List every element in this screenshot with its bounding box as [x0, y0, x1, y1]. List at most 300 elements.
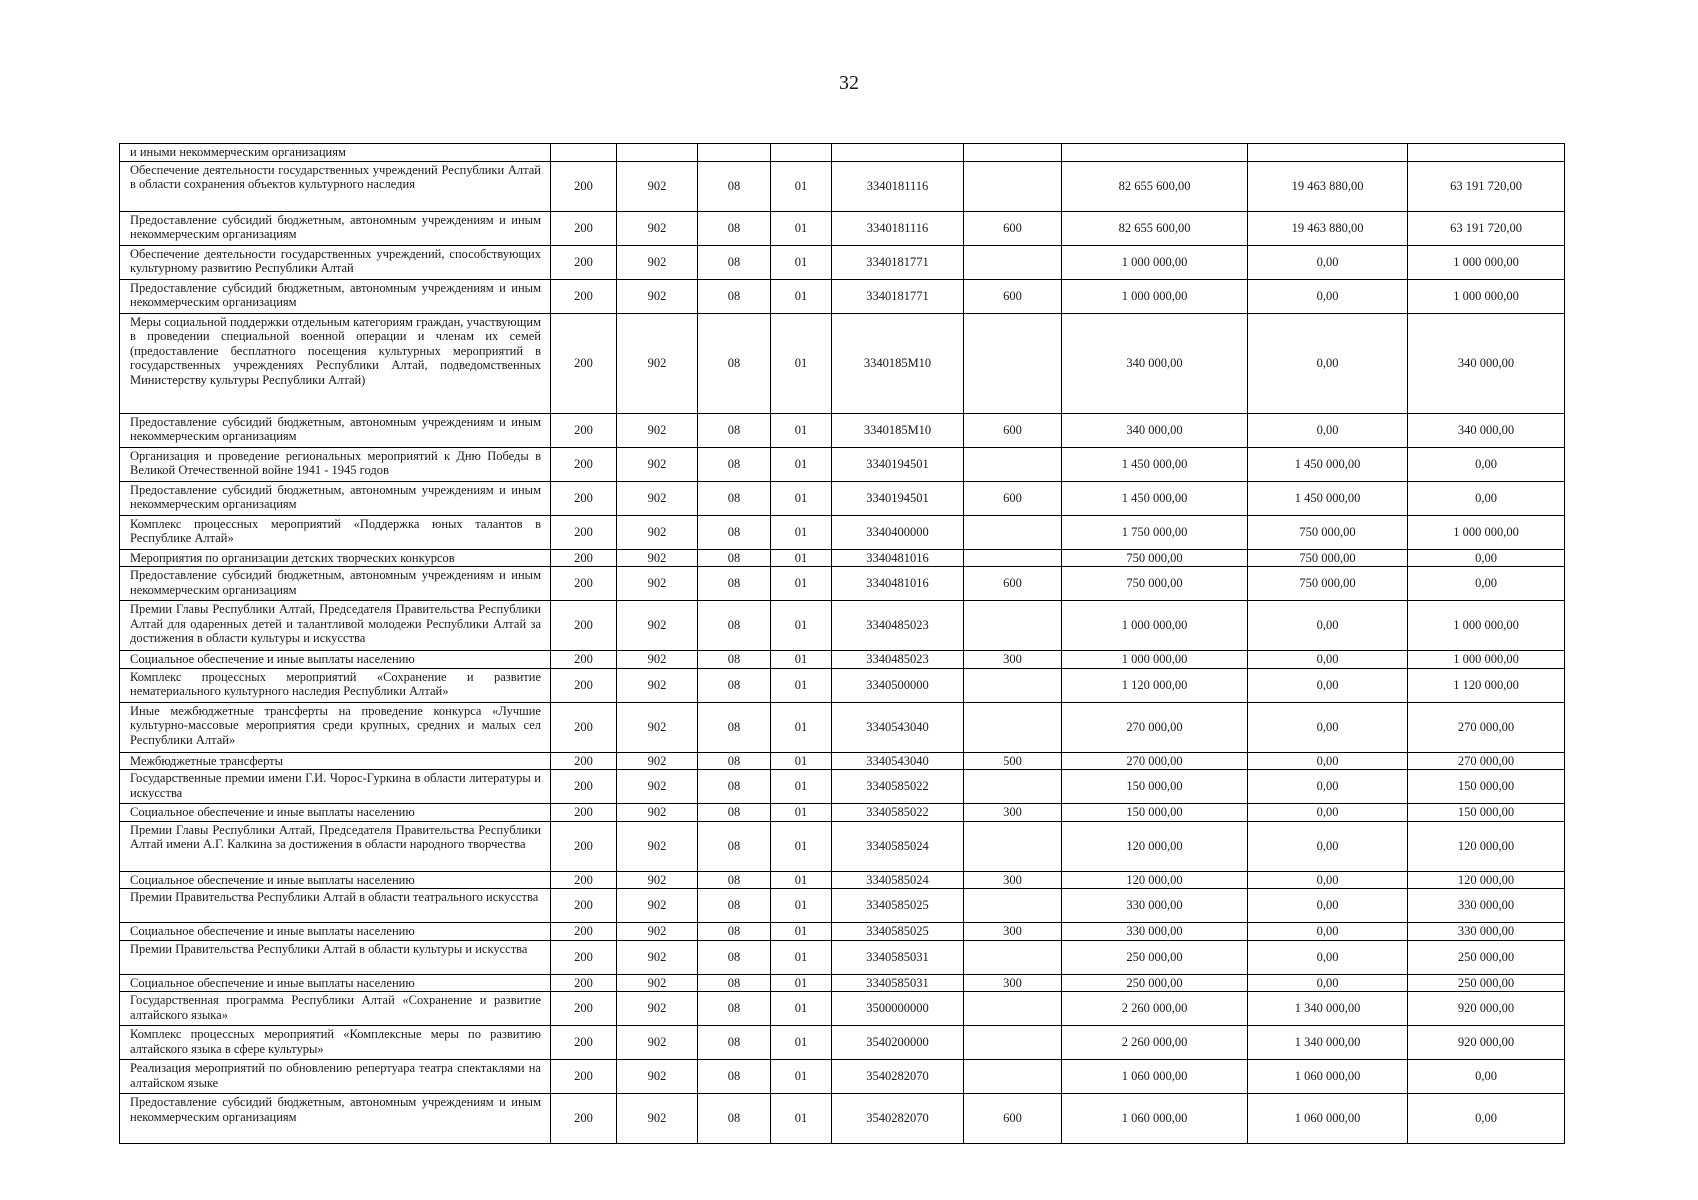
federal-amount-cell: 1 060 000,00 [1248, 1094, 1408, 1144]
expense-type-cell: 300 [964, 923, 1062, 941]
expense-type-cell [964, 245, 1062, 279]
expense-type-cell [964, 144, 1062, 162]
description-cell: Предоставление субсидий бюджетным, автономным учреждениям и иным некоммерческим организациям [120, 481, 551, 515]
subdivision-code-cell: 01 [771, 889, 832, 923]
target-article-cell: 3340181116 [832, 161, 964, 211]
regional-amount-cell [1408, 144, 1565, 162]
subdivision-code-cell: 01 [771, 567, 832, 601]
target-article-cell: 3340543040 [832, 752, 964, 770]
total-amount-cell: 270 000,00 [1062, 702, 1248, 752]
total-amount-cell: 340 000,00 [1062, 313, 1248, 413]
expense-type-cell [964, 549, 1062, 567]
table-row [120, 1026, 1565, 1060]
section-code-cell: 200 [551, 974, 617, 992]
section-code-cell: 200 [551, 651, 617, 669]
ministry-code-cell: 902 [617, 871, 698, 889]
division-code-cell: 08 [698, 940, 771, 974]
expense-type-cell [964, 313, 1062, 413]
federal-amount-cell: 0,00 [1248, 940, 1408, 974]
table-row [120, 668, 1565, 702]
target-article-cell: 3340485023 [832, 651, 964, 669]
target-article-cell: 3340585025 [832, 923, 964, 941]
ministry-code-cell: 902 [617, 804, 698, 822]
table-row [120, 245, 1565, 279]
federal-amount-cell: 0,00 [1248, 702, 1408, 752]
expense-type-cell: 600 [964, 567, 1062, 601]
target-article-cell: 3340585031 [832, 940, 964, 974]
ministry-code-cell: 902 [617, 889, 698, 923]
expense-type-cell [964, 992, 1062, 1026]
ministry-code-cell: 902 [617, 211, 698, 245]
description-cell: Комплекс процессных мероприятий «Комплексные меры по развитию алтайского языка в сфере культуры» [120, 1026, 551, 1060]
total-amount-cell: 1 060 000,00 [1062, 1094, 1248, 1144]
regional-amount-cell: 1 000 000,00 [1408, 279, 1565, 313]
section-code-cell: 200 [551, 211, 617, 245]
target-article-cell: 3540282070 [832, 1060, 964, 1094]
subdivision-code-cell: 01 [771, 161, 832, 211]
expense-type-cell [964, 161, 1062, 211]
expense-type-cell [964, 821, 1062, 871]
description-cell: Предоставление субсидий бюджетным, автономным учреждениям и иным некоммерческим организациям [120, 567, 551, 601]
target-article-cell: 3340585022 [832, 804, 964, 822]
division-code-cell: 08 [698, 1094, 771, 1144]
total-amount-cell: 330 000,00 [1062, 889, 1248, 923]
total-amount-cell: 1 060 000,00 [1062, 1060, 1248, 1094]
section-code-cell: 200 [551, 752, 617, 770]
target-article-cell: 3340194501 [832, 481, 964, 515]
federal-amount-cell: 0,00 [1248, 651, 1408, 669]
regional-amount-cell: 150 000,00 [1408, 770, 1565, 804]
ministry-code-cell: 902 [617, 549, 698, 567]
description-cell: Комплекс процессных мероприятий «Сохранение и развитие нематериального культурного наследия Республики Алтай» [120, 668, 551, 702]
table-row [120, 871, 1565, 889]
federal-amount-cell: 750 000,00 [1248, 567, 1408, 601]
subdivision-code-cell: 01 [771, 702, 832, 752]
total-amount-cell: 1 000 000,00 [1062, 279, 1248, 313]
division-code-cell: 08 [698, 804, 771, 822]
table-row [120, 1094, 1565, 1144]
subdivision-code-cell: 01 [771, 821, 832, 871]
expense-type-cell: 300 [964, 651, 1062, 669]
target-article-cell: 3340181116 [832, 211, 964, 245]
description-cell: Социальное обеспечение и иные выплаты населению [120, 804, 551, 822]
division-code-cell: 08 [698, 668, 771, 702]
ministry-code-cell: 902 [617, 1026, 698, 1060]
description-cell: Предоставление субсидий бюджетным, автономным учреждениям и иным некоммерческим организациям [120, 279, 551, 313]
section-code-cell [551, 144, 617, 162]
subdivision-code-cell: 01 [771, 770, 832, 804]
table-row [120, 651, 1565, 669]
ministry-code-cell: 902 [617, 245, 698, 279]
division-code-cell: 08 [698, 161, 771, 211]
total-amount-cell: 1 120 000,00 [1062, 668, 1248, 702]
description-cell: Государственная программа Республики Алтай «Сохранение и развитие алтайского языка» [120, 992, 551, 1026]
target-article-cell: 3540200000 [832, 1026, 964, 1060]
total-amount-cell: 1 450 000,00 [1062, 481, 1248, 515]
ministry-code-cell [617, 144, 698, 162]
division-code-cell: 08 [698, 974, 771, 992]
table-row [120, 889, 1565, 923]
description-cell: Предоставление субсидий бюджетным, автономным учреждениям и иным некоммерческим организациям [120, 413, 551, 447]
total-amount-cell: 340 000,00 [1062, 413, 1248, 447]
target-article-cell [832, 144, 964, 162]
total-amount-cell: 250 000,00 [1062, 974, 1248, 992]
section-code-cell: 200 [551, 1094, 617, 1144]
expense-type-cell [964, 668, 1062, 702]
federal-amount-cell: 1 450 000,00 [1248, 481, 1408, 515]
target-article-cell: 3340481016 [832, 549, 964, 567]
description-cell: Реализация мероприятий по обновлению репертуара театра спектаклями на алтайском языке [120, 1060, 551, 1094]
expense-type-cell: 300 [964, 804, 1062, 822]
ministry-code-cell: 902 [617, 481, 698, 515]
division-code-cell: 08 [698, 752, 771, 770]
expense-type-cell: 600 [964, 211, 1062, 245]
expense-type-cell [964, 601, 1062, 651]
table-row [120, 940, 1565, 974]
total-amount-cell: 750 000,00 [1062, 567, 1248, 601]
total-amount-cell: 82 655 600,00 [1062, 161, 1248, 211]
subdivision-code-cell: 01 [771, 313, 832, 413]
regional-amount-cell: 250 000,00 [1408, 940, 1565, 974]
description-cell: Иные межбюджетные трансферты на проведение конкурса «Лучшие культурно-массовые мероприятия среди крупных, средних и малых сел Республики Алтай» [120, 702, 551, 752]
target-article-cell: 3340181771 [832, 279, 964, 313]
division-code-cell: 08 [698, 871, 771, 889]
ministry-code-cell: 902 [617, 992, 698, 1026]
description-cell: Премии Главы Республики Алтай, Председателя Правительства Республики Алтай для одаренных детей и талантливой молодежи Республики Алтай за достижения в области культуры и искусства [120, 601, 551, 651]
subdivision-code-cell: 01 [771, 871, 832, 889]
regional-amount-cell: 0,00 [1408, 567, 1565, 601]
ministry-code-cell: 902 [617, 413, 698, 447]
section-code-cell: 200 [551, 515, 617, 549]
subdivision-code-cell: 01 [771, 923, 832, 941]
federal-amount-cell: 0,00 [1248, 974, 1408, 992]
regional-amount-cell: 340 000,00 [1408, 413, 1565, 447]
description-cell: Социальное обеспечение и иные выплаты населению [120, 974, 551, 992]
regional-amount-cell: 63 191 720,00 [1408, 211, 1565, 245]
section-code-cell: 200 [551, 940, 617, 974]
target-article-cell: 3340481016 [832, 567, 964, 601]
description-cell: Меры социальной поддержки отдельным категориям граждан, участвующим в проведении специальной военной операции и членам их семей (предоставление бесплатного посещения культурных мероприятий в государственных учреждениях Республики Алтай, подведомственных Министерству культуры Республики Алтай) [120, 313, 551, 413]
ministry-code-cell: 902 [617, 1060, 698, 1094]
subdivision-code-cell: 01 [771, 279, 832, 313]
description-cell: Предоставление субсидий бюджетным, автономным учреждениям и иным некоммерческим организациям [120, 211, 551, 245]
total-amount-cell: 750 000,00 [1062, 549, 1248, 567]
division-code-cell: 08 [698, 515, 771, 549]
expense-type-cell [964, 940, 1062, 974]
expense-type-cell: 500 [964, 752, 1062, 770]
target-article-cell: 3340485023 [832, 601, 964, 651]
section-code-cell: 200 [551, 821, 617, 871]
federal-amount-cell: 0,00 [1248, 923, 1408, 941]
division-code-cell: 08 [698, 1060, 771, 1094]
regional-amount-cell: 340 000,00 [1408, 313, 1565, 413]
regional-amount-cell: 0,00 [1408, 549, 1565, 567]
federal-amount-cell: 0,00 [1248, 804, 1408, 822]
expense-type-cell [964, 702, 1062, 752]
division-code-cell: 08 [698, 481, 771, 515]
target-article-cell: 3340585022 [832, 770, 964, 804]
table-row [120, 752, 1565, 770]
regional-amount-cell: 1 000 000,00 [1408, 245, 1565, 279]
expense-type-cell: 300 [964, 974, 1062, 992]
target-article-cell: 3540282070 [832, 1094, 964, 1144]
target-article-cell: 3340585024 [832, 871, 964, 889]
total-amount-cell: 150 000,00 [1062, 804, 1248, 822]
division-code-cell: 08 [698, 992, 771, 1026]
regional-amount-cell: 0,00 [1408, 1094, 1565, 1144]
regional-amount-cell: 250 000,00 [1408, 974, 1565, 992]
federal-amount-cell: 0,00 [1248, 889, 1408, 923]
target-article-cell: 3500000000 [832, 992, 964, 1026]
subdivision-code-cell: 01 [771, 1026, 832, 1060]
subdivision-code-cell: 01 [771, 515, 832, 549]
division-code-cell: 08 [698, 889, 771, 923]
regional-amount-cell: 920 000,00 [1408, 992, 1565, 1026]
division-code-cell: 08 [698, 702, 771, 752]
regional-amount-cell: 120 000,00 [1408, 871, 1565, 889]
subdivision-code-cell: 01 [771, 245, 832, 279]
total-amount-cell: 1 450 000,00 [1062, 447, 1248, 481]
subdivision-code-cell: 01 [771, 974, 832, 992]
total-amount-cell: 2 260 000,00 [1062, 992, 1248, 1026]
description-cell: Государственные премии имени Г.И. Чорос-Гуркина в области литературы и искусства [120, 770, 551, 804]
table-row [120, 211, 1565, 245]
federal-amount-cell: 0,00 [1248, 871, 1408, 889]
federal-amount-cell: 0,00 [1248, 279, 1408, 313]
description-cell: Обеспечение деятельности государственных учреждений, способствующих культурному развитию Республики Алтай [120, 245, 551, 279]
regional-amount-cell: 63 191 720,00 [1408, 161, 1565, 211]
description-cell: Комплекс процессных мероприятий «Поддержка юных талантов в Республике Алтай» [120, 515, 551, 549]
regional-amount-cell: 330 000,00 [1408, 889, 1565, 923]
federal-amount-cell: 0,00 [1248, 413, 1408, 447]
section-code-cell: 200 [551, 313, 617, 413]
ministry-code-cell: 902 [617, 923, 698, 941]
table-row [120, 481, 1565, 515]
section-code-cell: 200 [551, 447, 617, 481]
federal-amount-cell: 0,00 [1248, 245, 1408, 279]
section-code-cell: 200 [551, 245, 617, 279]
section-code-cell: 200 [551, 481, 617, 515]
target-article-cell: 3340500000 [832, 668, 964, 702]
section-code-cell: 200 [551, 770, 617, 804]
page-number: 32 [839, 72, 859, 94]
federal-amount-cell: 0,00 [1248, 313, 1408, 413]
ministry-code-cell: 902 [617, 974, 698, 992]
regional-amount-cell: 0,00 [1408, 1060, 1565, 1094]
regional-amount-cell: 1 000 000,00 [1408, 515, 1565, 549]
table-row [120, 702, 1565, 752]
expense-type-cell [964, 515, 1062, 549]
description-cell: и иными некоммерческим организациям [120, 144, 551, 162]
table-row [120, 601, 1565, 651]
regional-amount-cell: 1 120 000,00 [1408, 668, 1565, 702]
section-code-cell: 200 [551, 279, 617, 313]
federal-amount-cell: 19 463 880,00 [1248, 161, 1408, 211]
regional-amount-cell: 920 000,00 [1408, 1026, 1565, 1060]
expense-type-cell [964, 770, 1062, 804]
division-code-cell: 08 [698, 245, 771, 279]
total-amount-cell: 120 000,00 [1062, 871, 1248, 889]
federal-amount-cell: 0,00 [1248, 770, 1408, 804]
budget-table [119, 143, 1565, 1144]
regional-amount-cell: 1 000 000,00 [1408, 651, 1565, 669]
ministry-code-cell: 902 [617, 1094, 698, 1144]
division-code-cell: 08 [698, 821, 771, 871]
ministry-code-cell: 902 [617, 651, 698, 669]
table-row [120, 567, 1565, 601]
target-article-cell: 3340585024 [832, 821, 964, 871]
subdivision-code-cell: 01 [771, 940, 832, 974]
total-amount-cell: 82 655 600,00 [1062, 211, 1248, 245]
section-code-cell: 200 [551, 1026, 617, 1060]
description-cell: Социальное обеспечение и иные выплаты населению [120, 651, 551, 669]
federal-amount-cell: 0,00 [1248, 821, 1408, 871]
section-code-cell: 200 [551, 992, 617, 1026]
target-article-cell: 3340185М10 [832, 313, 964, 413]
total-amount-cell [1062, 144, 1248, 162]
description-cell: Межбюджетные трансферты [120, 752, 551, 770]
expense-type-cell: 600 [964, 481, 1062, 515]
table-row [120, 992, 1565, 1026]
total-amount-cell: 150 000,00 [1062, 770, 1248, 804]
federal-amount-cell: 0,00 [1248, 668, 1408, 702]
description-cell: Обеспечение деятельности государственных учреждений Республики Алтай в области сохранения объектов культурного наследия [120, 161, 551, 211]
federal-amount-cell: 1 450 000,00 [1248, 447, 1408, 481]
section-code-cell: 200 [551, 567, 617, 601]
ministry-code-cell: 902 [617, 770, 698, 804]
ministry-code-cell: 902 [617, 668, 698, 702]
subdivision-code-cell: 01 [771, 668, 832, 702]
total-amount-cell: 120 000,00 [1062, 821, 1248, 871]
section-code-cell: 200 [551, 1060, 617, 1094]
section-code-cell: 200 [551, 413, 617, 447]
regional-amount-cell: 0,00 [1408, 447, 1565, 481]
expense-type-cell: 600 [964, 279, 1062, 313]
table-row [120, 974, 1565, 992]
ministry-code-cell: 902 [617, 821, 698, 871]
description-cell: Организация и проведение региональных мероприятий к Дню Победы в Великой Отечественной войне 1941 - 1945 годов [120, 447, 551, 481]
division-code-cell: 08 [698, 279, 771, 313]
total-amount-cell: 270 000,00 [1062, 752, 1248, 770]
division-code-cell: 08 [698, 770, 771, 804]
section-code-cell: 200 [551, 889, 617, 923]
regional-amount-cell: 1 000 000,00 [1408, 601, 1565, 651]
federal-amount-cell: 1 060 000,00 [1248, 1060, 1408, 1094]
description-cell: Премии Правительства Республики Алтай в области культуры и искусства [120, 940, 551, 974]
section-code-cell: 200 [551, 923, 617, 941]
table-row [120, 279, 1565, 313]
expense-type-cell [964, 889, 1062, 923]
table-row [120, 447, 1565, 481]
federal-amount-cell [1248, 144, 1408, 162]
ministry-code-cell: 902 [617, 601, 698, 651]
subdivision-code-cell: 01 [771, 211, 832, 245]
description-cell: Премии Главы Республики Алтай, Председателя Правительства Республики Алтай имени А.Г. Калкина за достижения в области народного творчества [120, 821, 551, 871]
table-row [120, 515, 1565, 549]
ministry-code-cell: 902 [617, 279, 698, 313]
table-row [120, 549, 1565, 567]
target-article-cell: 3340543040 [832, 702, 964, 752]
description-cell: Предоставление субсидий бюджетным, автономным учреждениям и иным некоммерческим организациям [120, 1094, 551, 1144]
target-article-cell: 3340585031 [832, 974, 964, 992]
federal-amount-cell: 1 340 000,00 [1248, 1026, 1408, 1060]
table-row [120, 144, 1565, 162]
subdivision-code-cell: 01 [771, 804, 832, 822]
total-amount-cell: 2 260 000,00 [1062, 1026, 1248, 1060]
federal-amount-cell: 750 000,00 [1248, 515, 1408, 549]
description-cell: Социальное обеспечение и иные выплаты населению [120, 871, 551, 889]
division-code-cell: 08 [698, 923, 771, 941]
target-article-cell: 3340585025 [832, 889, 964, 923]
subdivision-code-cell: 01 [771, 601, 832, 651]
total-amount-cell: 1 000 000,00 [1062, 245, 1248, 279]
regional-amount-cell: 330 000,00 [1408, 923, 1565, 941]
ministry-code-cell: 902 [617, 940, 698, 974]
expense-type-cell: 600 [964, 413, 1062, 447]
regional-amount-cell: 270 000,00 [1408, 702, 1565, 752]
table-row [120, 821, 1565, 871]
federal-amount-cell: 1 340 000,00 [1248, 992, 1408, 1026]
regional-amount-cell: 0,00 [1408, 481, 1565, 515]
division-code-cell: 08 [698, 1026, 771, 1060]
subdivision-code-cell: 01 [771, 447, 832, 481]
subdivision-code-cell: 01 [771, 992, 832, 1026]
total-amount-cell: 1 750 000,00 [1062, 515, 1248, 549]
expense-type-cell: 600 [964, 1094, 1062, 1144]
description-cell: Мероприятия по организации детских творческих конкурсов [120, 549, 551, 567]
ministry-code-cell: 902 [617, 515, 698, 549]
subdivision-code-cell: 01 [771, 549, 832, 567]
ministry-code-cell: 902 [617, 752, 698, 770]
regional-amount-cell: 150 000,00 [1408, 804, 1565, 822]
subdivision-code-cell: 01 [771, 651, 832, 669]
expense-type-cell [964, 1060, 1062, 1094]
division-code-cell: 08 [698, 651, 771, 669]
section-code-cell: 200 [551, 161, 617, 211]
ministry-code-cell: 902 [617, 702, 698, 752]
section-code-cell: 200 [551, 871, 617, 889]
division-code-cell: 08 [698, 567, 771, 601]
regional-amount-cell: 120 000,00 [1408, 821, 1565, 871]
subdivision-code-cell: 01 [771, 481, 832, 515]
ministry-code-cell: 902 [617, 447, 698, 481]
subdivision-code-cell [771, 144, 832, 162]
section-code-cell: 200 [551, 668, 617, 702]
total-amount-cell: 250 000,00 [1062, 940, 1248, 974]
target-article-cell: 3340400000 [832, 515, 964, 549]
ministry-code-cell: 902 [617, 161, 698, 211]
subdivision-code-cell: 01 [771, 1094, 832, 1144]
total-amount-cell: 1 000 000,00 [1062, 601, 1248, 651]
ministry-code-cell: 902 [617, 313, 698, 413]
table-body [120, 144, 1565, 1144]
description-cell: Социальное обеспечение и иные выплаты населению [120, 923, 551, 941]
subdivision-code-cell: 01 [771, 413, 832, 447]
subdivision-code-cell: 01 [771, 752, 832, 770]
section-code-cell: 200 [551, 601, 617, 651]
expense-type-cell [964, 1026, 1062, 1060]
section-code-cell: 200 [551, 549, 617, 567]
federal-amount-cell: 19 463 880,00 [1248, 211, 1408, 245]
table-row [120, 313, 1565, 413]
division-code-cell: 08 [698, 601, 771, 651]
table-row [120, 413, 1565, 447]
section-code-cell: 200 [551, 702, 617, 752]
division-code-cell: 08 [698, 413, 771, 447]
subdivision-code-cell: 01 [771, 1060, 832, 1094]
total-amount-cell: 1 000 000,00 [1062, 651, 1248, 669]
expense-type-cell: 300 [964, 871, 1062, 889]
